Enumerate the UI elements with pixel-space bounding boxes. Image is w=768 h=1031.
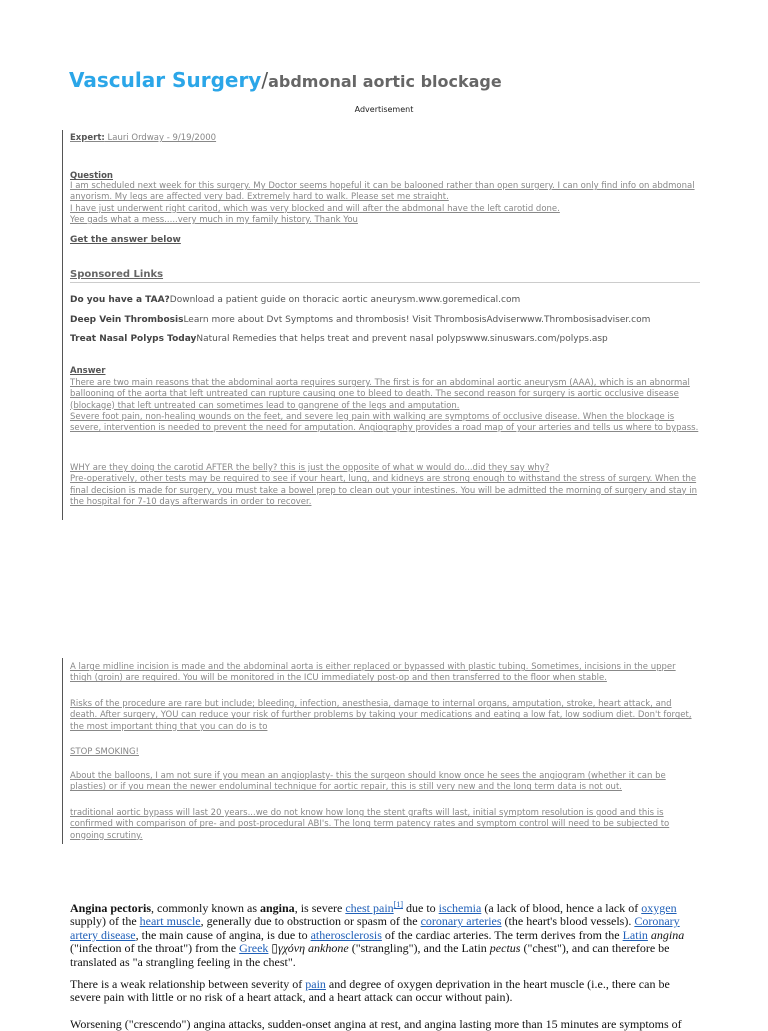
wiki-paragraph-worsening: Worsening ("crescendo") angina attacks, sudden-onset angina at rest, and angina lasting more than 15 minutes are symptoms of xyxy=(70,1017,682,1031)
wiki-term: pectus xyxy=(489,941,521,956)
answer-paragraph: A large midline incision is made and the abdominal aorta is either replaced or bypassed with plastic tubing. Sometimes, incisions in the upper thigh (groin) are required. You will be monitored in the ICU immediately post-op and then transferred to the floor when stable. xyxy=(70,662,676,684)
question-heading: Question xyxy=(70,171,113,181)
wiki-text: due to xyxy=(403,901,439,915)
wiki-term: Angina pectoris xyxy=(70,901,151,915)
wiki-text: , the main cause of angina, is due to xyxy=(135,927,311,942)
wiki-text: ("strangling"), and the Latin xyxy=(348,941,490,956)
left-border-bottom xyxy=(62,658,63,844)
answer-text: Severe foot pain, non-healing wounds on the feet, and severe leg pain with walking are symptoms of occlusive disease. When the blockage is severe, intervention is needed to prevent the need for amputation. Angiography provides a road map of your arteries and tells us where to bypass. xyxy=(70,411,699,434)
answer-paragraph xyxy=(70,463,700,508)
expert-line xyxy=(70,133,700,144)
get-answer-link[interactable]: Get the answer below xyxy=(70,235,181,245)
wiki-link-oxygen[interactable]: oxygen xyxy=(641,901,677,915)
sponsored-ad-title[interactable]: Do you have a TAA? xyxy=(70,295,170,305)
wiki-text: supply) of the xyxy=(70,914,140,929)
answer-paragraph xyxy=(70,378,700,434)
question-body xyxy=(70,181,700,226)
stop-smoking-text: STOP SMOKING! xyxy=(70,747,139,757)
wiki-text: ("infection of the throat") from the xyxy=(70,941,240,956)
advertisement-label: Advertisement xyxy=(354,105,414,114)
wiki-text: , is severe xyxy=(294,901,346,915)
answer-text: WHY are they doing the carotid AFTER the belly? this is just the opposite of what w would do...did they say why? xyxy=(70,463,550,473)
answer-text: Pre-operatively, other tests may be required to see if your heart, lung, and kidneys are strong enough to withstand the stress of surgery. When the final decision is made for surgery, you must take a bowel prep to clean out your intestines. You will be admitted the morning of surgery and stay in the hospital for 7-10 days afterwards in order to recover. xyxy=(70,474,698,507)
wiki-reference-link[interactable]: [1] xyxy=(393,900,403,909)
page-title-category[interactable]: Vascular Surgery xyxy=(69,68,262,92)
wiki-link-ischemia[interactable]: ischemia xyxy=(438,901,482,915)
expert-label: Expert: xyxy=(70,133,105,143)
wiki-text: of the cardiac arteries. The term derives from the xyxy=(381,927,623,942)
wiki-link-atherosclerosis[interactable]: atherosclerosis xyxy=(310,927,382,942)
page-title xyxy=(69,68,502,92)
answer-paragraph: Risks of the procedure are rare but include; bleeding, infection, anesthesia, damage to internal organs, amputation, stroke, heart attack, and death. After surgery, YOU can reduce your risk of further problems by taking your medications and eating a low fat, low sodium diet. Don't forget, the most important thing that you can do is to xyxy=(70,699,692,732)
wiki-paragraph-intro xyxy=(70,898,698,969)
sponsored-ad[interactable] xyxy=(70,295,520,305)
sponsored-ad[interactable] xyxy=(70,315,650,325)
wiki-text: There is a weak relationship between severity of xyxy=(70,977,306,991)
wiki-paragraph-pain xyxy=(70,978,698,1005)
sponsored-ad[interactable] xyxy=(70,334,608,344)
wiki-link-chest-pain[interactable]: chest pain xyxy=(345,901,394,915)
wiki-link-coronary-arteries[interactable]: coronary arteries xyxy=(420,914,502,929)
sponsored-ad-title[interactable]: Deep Vein Thrombosis xyxy=(70,315,184,325)
wiki-text: (the heart's blood vessels). xyxy=(501,914,635,929)
wiki-text: ("chest"), and can therefore be translated as "a strangling feeling in the chest". xyxy=(70,941,670,969)
answer-paragraph: traditional aortic bypass will last 20 years...we do not know how long the stent grafts will last, initial symptom resolution is good and this is confirmed with comparison of pre- and post-procedural ABI's. The long term patency rates and symptom control will need to be subjected to ongoing scrutiny. xyxy=(70,808,670,841)
left-border-top xyxy=(62,130,63,520)
wiki-link-latin[interactable]: Latin xyxy=(622,927,648,942)
sponsored-divider xyxy=(70,282,700,283)
wiki-text: and degree of oxygen deprivation in the heart muscle (i.e., there can be severe pain with little or no risk of a heart attack, and a heart attack can occur without pain). xyxy=(70,977,670,1005)
sponsored-ad-text[interactable]: Download a patient guide on thoracic aortic aneurysm.www.goremedical.com xyxy=(169,295,521,305)
question-line: Yee gads what a mess.....very much in my family history. Thank You xyxy=(70,214,358,225)
page-title-topic: abdmonal aortic blockage xyxy=(268,72,502,91)
wiki-term: angina xyxy=(650,927,685,942)
expert-value[interactable]: Lauri Ordway - 9/19/2000 xyxy=(104,133,217,143)
answer-paragraph: About the balloons, I am not sure if you mean an angioplasty- this the surgeon should know once he sees the angiogram (whether it can be plasties) or if you mean the newer endoluminal technique for aortic repair, this is still very new and the long term data is not out. xyxy=(70,771,666,793)
sponsored-ad-text[interactable]: Natural Remedies that helps treat and prevent nasal polypswww.sinuswars.com/polyps.asp xyxy=(196,334,608,344)
wiki-text: , commonly known as xyxy=(151,901,260,915)
wiki-link-pain[interactable]: pain xyxy=(305,977,326,991)
question-line: I am scheduled next week for this surgery. My Doctor seems hopeful it can be balooned rather than open surgery. I can only find info on abdmonal anyorism. My legs are affected very bad. Extremely hard to walk. Please set me straight. xyxy=(70,181,695,203)
page-title-separator: / xyxy=(261,68,269,92)
sponsored-ad-text[interactable]: Learn more about Dvt Symptoms and thrombosis! Visit ThrombosisAdviserwww.Thrombosisadviser.com xyxy=(183,315,651,325)
wiki-link-heart-muscle[interactable]: heart muscle xyxy=(139,914,201,929)
question-line: I have just underwent right caritod, which was very blocked and will after the abdmonal have the left carotid done. xyxy=(70,203,560,214)
sponsored-ad-title[interactable]: Treat Nasal Polyps Today xyxy=(70,334,197,344)
answer-text: There are two main reasons that the abdominal aorta requires surgery. The first is for an abdominal aortic aneurysm (AAA), which is an abnormal ballooning of the aorta that left untreated can rupture causing one to bleed to death. The second reason for surgery is aortic occlusive disease (blockage) that left untreated can sometimes lead to gangrene of the legs and amputation. xyxy=(70,378,690,411)
wiki-text: (a lack of blood, hence a lack of xyxy=(481,901,642,915)
wiki-term: angina xyxy=(260,901,295,915)
wiki-link-coronary-artery-disease[interactable]: Coronary artery disease xyxy=(70,914,680,942)
answer-heading: Answer xyxy=(70,366,106,376)
wiki-term: ▯γχόνη ankhone xyxy=(268,941,349,956)
wiki-text: , generally due to obstruction or spasm of the xyxy=(200,914,421,929)
sponsored-links-heading: Sponsored Links xyxy=(70,269,164,280)
wiki-link-greek[interactable]: Greek xyxy=(239,941,269,956)
